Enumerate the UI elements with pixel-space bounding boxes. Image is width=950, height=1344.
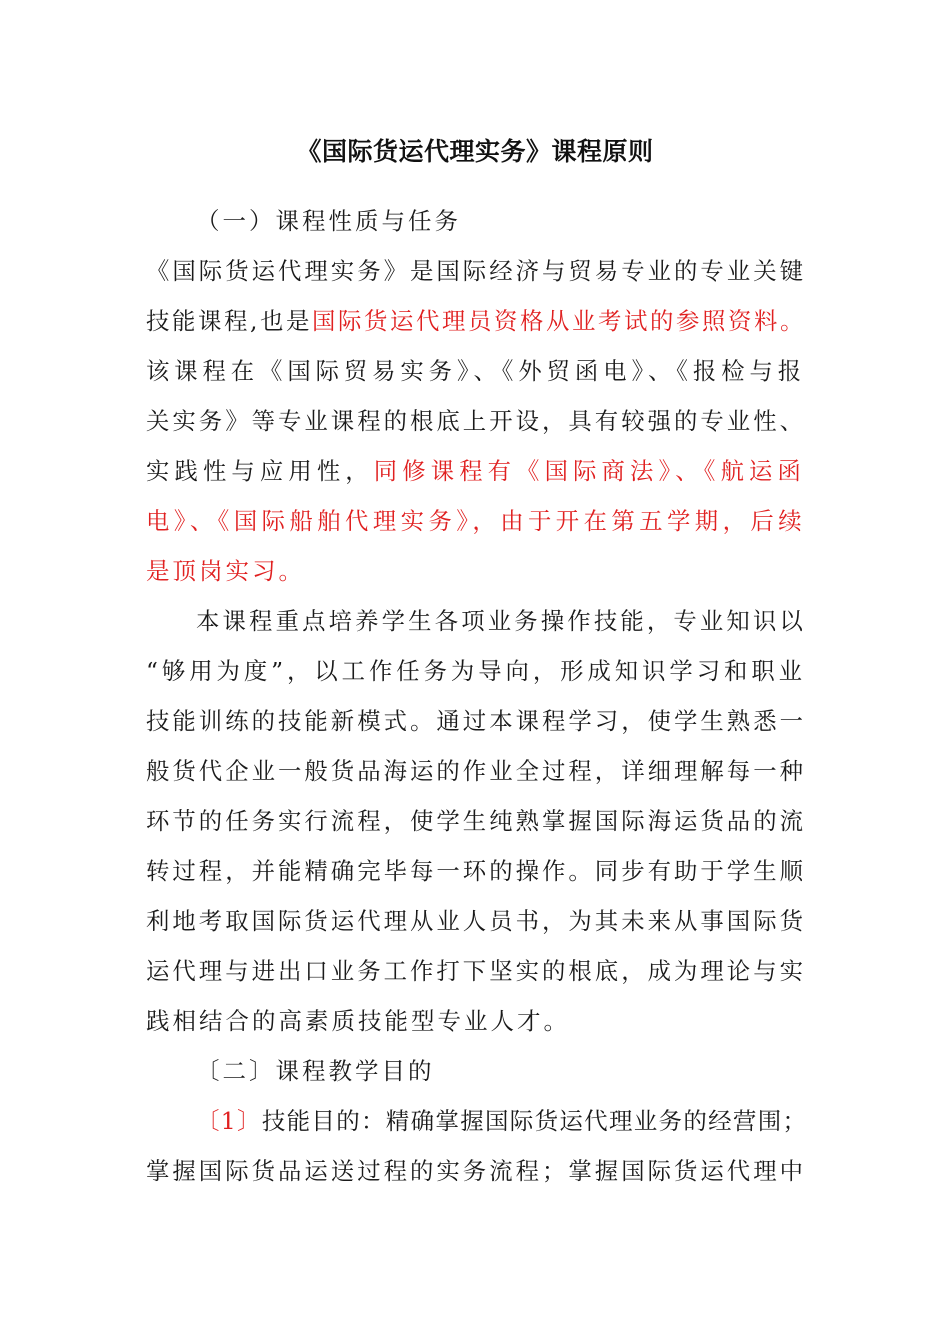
- highlighted-text: 电》、《国际船舶代理实务》，由于开在第五学期，后续: [146, 507, 806, 535]
- body-text: 般货代企业一般货品海运的作业全过程，详细理解每一种: [146, 757, 806, 785]
- highlighted-text: 〔1〕: [196, 1107, 262, 1135]
- text-line: [146, 453, 806, 489]
- highlighted-text: 同修课程有《国际商法》、《航运函: [373, 457, 806, 485]
- text-line: [146, 653, 806, 689]
- text-line: [146, 553, 806, 589]
- body-text: 〔二〕课程教学目的: [196, 1057, 435, 1085]
- document-title: 《国际货运代理实务》课程原则: [296, 137, 654, 166]
- text-line: [146, 1003, 806, 1039]
- body-text: 转过程，并能精确完毕每一环的操作。同步有助于学生顺: [146, 857, 806, 885]
- text-line: [146, 353, 806, 389]
- body-text: （一）课程性质与任务: [196, 207, 461, 235]
- body-text: 运代理与进出口业务工作打下坚实的根底，成为理论与实: [146, 957, 806, 985]
- text-line: [146, 303, 806, 339]
- text-line: [146, 903, 806, 939]
- text-line: [146, 953, 806, 989]
- body-text: 利地考取国际货运代理从业人员书，为其未来从事国际货: [146, 907, 806, 935]
- body-text: 掌握国际货品运送过程的实务流程；掌握国际货运代理中: [146, 1157, 806, 1185]
- text-line: [146, 703, 806, 739]
- highlighted-text: 是顶岗实习。: [146, 557, 305, 585]
- body-text: 该课程在《国际贸易实务》、《外贸函电》、《报检与报: [146, 357, 806, 385]
- body-text: 环节的任务实行流程，使学生纯熟掌握国际海运货品的流: [146, 807, 806, 835]
- body-text: 技能目的：精确掌握国际货运代理业务的经营围；: [261, 1107, 808, 1135]
- text-line: [196, 603, 856, 639]
- text-line: [196, 1103, 856, 1139]
- text-line: [146, 853, 806, 889]
- text-line: [146, 753, 806, 789]
- body-text: 本课程重点培养学生各项业务操作技能，专业知识以: [196, 607, 806, 635]
- text-line: [146, 803, 806, 839]
- text-line: [196, 203, 856, 239]
- body-text: 技能课程,也是: [146, 307, 313, 335]
- text-line: [146, 1153, 806, 1189]
- text-line: [146, 503, 806, 539]
- body-text: 《国际货运代理实务》是国际经济与贸易专业的专业关键: [146, 257, 806, 285]
- body-text: 践相结合的高素质技能型专业人才。: [146, 1007, 570, 1035]
- body-text: “够用为度”，以工作任务为导向，形成知识学习和职业: [146, 657, 806, 685]
- body-text: 技能训练的技能新模式。通过本课程学习，使学生熟悉一: [146, 707, 806, 735]
- body-text: 实践性与应用性，: [146, 457, 374, 485]
- body-text: 关实务》等专业课程的根底上开设，具有较强的专业性、: [146, 407, 806, 435]
- text-line: [196, 1053, 856, 1089]
- text-line: [146, 403, 806, 439]
- highlighted-text: 国际货运代理员资格从业考试的参照资料。: [312, 307, 806, 335]
- text-line: [146, 253, 806, 289]
